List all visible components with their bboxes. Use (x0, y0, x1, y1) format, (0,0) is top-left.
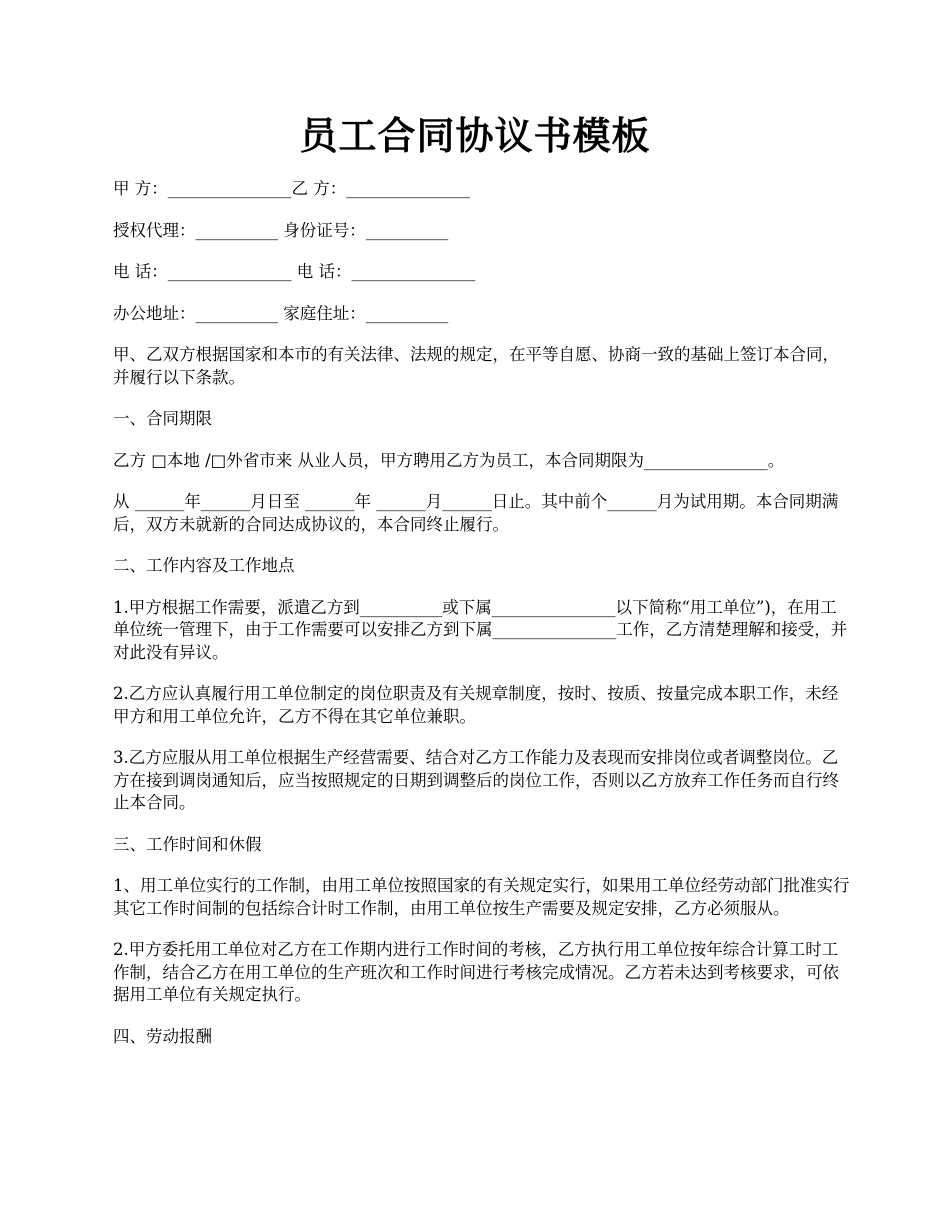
section-heading-hours: 三、工作时间和休假 (113, 834, 262, 854)
section-heading-term: 一、合同期限 (113, 409, 212, 428)
work-paragraph-1: 1.甲方根据工作需要，派遣乙方到__________或下属_______________以下简称“用工单位”)，在用工单位统一管理下，由于工作需要可以安排乙方到下属_______________工作，乙方清楚理解和接受，并对此没有异议。 (113, 597, 848, 662)
preamble-paragraph: 甲、乙双方根据国家和本市的有关法律、法规的规定，在平等自愿、协商一致的基础上签订本合同，并履行以下条款。 (113, 345, 839, 387)
address-line: 办公地址：__________ 家庭住址：__________ (113, 303, 449, 323)
term-paragraph-1: 乙方 □本地 /□外省市来 从业人员，甲方聘用乙方为员工，本合同期限为_______________。 (113, 450, 785, 470)
document-body (113, 178, 853, 1067)
term-paragraph-2: 从 ______年______月日至 ______年 ______月______日止。其中前个______月为试用期。本合同期满后，双方未就新的合同达成协议的，本合同终止履行。 (113, 492, 839, 534)
hours-paragraph-2: 2.甲方委托用工单位对乙方在工作期内进行工作时间的考核，乙方执行用工单位按年综合计算工时工作制，结合乙方在用工单位的生产班次和工作时间进行考核完成情况。乙方若未达到考核要求，可依据用工单位有关规定执行。 (113, 940, 839, 1004)
work-paragraph-2: 2.乙方应认真履行用工单位制定的岗位职责及有关规章制度，按时、按质、按量完成本职工作，未经甲方和用工单位允许，乙方不得在其它单位兼职。 (113, 684, 839, 726)
hours-paragraph-1: 1、用工单位实行的工作制，由用工单位按照国家的有关规定实行，如果用工单位经劳动部门批准实行其它工作时间制的包括综合计时工作制，由用工单位按生产需要及规定安排，乙方必须服从。 (113, 876, 850, 918)
party-line: 甲 方：_______________乙 方：_______________ (113, 179, 470, 198)
agent-id-line: 授权代理：__________ 身份证号：__________ (113, 220, 449, 240)
document-title: 员工合同协议书模板 (299, 114, 651, 158)
section-heading-pay: 四、劳动报酬 (113, 1026, 212, 1046)
phone-line: 电 话：_______________ 电 话：_______________ (113, 262, 476, 281)
work-paragraph-3: 3.乙方应服从用工单位根据生产经营需要、结合对乙方工作能力及表现而安排岗位或者调整岗位。乙方在接到调岗通知后，应当按照规定的日期到调整后的岗位工作，否则以乙方放弃工作任务而自行终止本合同。 (113, 748, 839, 812)
section-heading-work: 二、工作内容及工作地点 (113, 556, 295, 575)
